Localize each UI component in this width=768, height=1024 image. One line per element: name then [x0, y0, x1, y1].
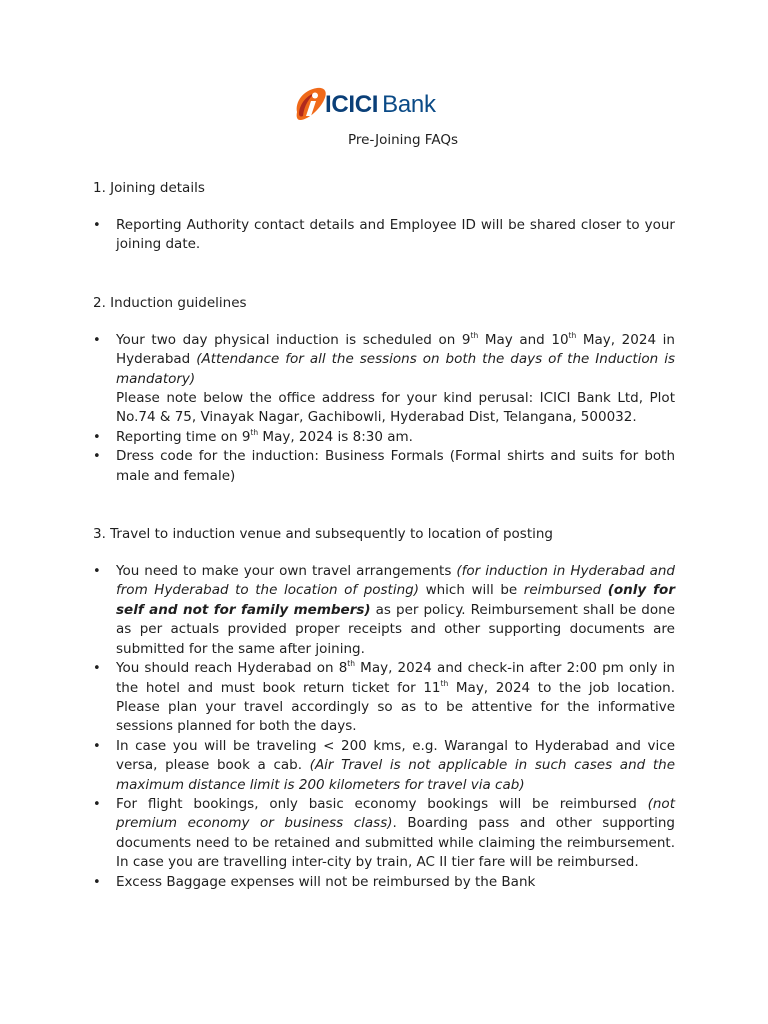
- list-item: • Your two day physical induction is scheduled on 9th May and 10th May, 2024 in Hyderabad (Attendance for all the sessions on both the days of the Induction is mandatory) Please note below the office address for your kind perusal: ICICI Bank Ltd, Plot No.74 & 75, Vinayak Nagar, Gachibowli, Hyderabad Dist, Telangana, 500032.: [93, 331, 675, 428]
- icici-bank-logo: [293, 86, 473, 124]
- list-item: • In case you will be traveling < 200 kms, e.g. Warangal to Hyderabad and vice versa, please book a cab. (Air Travel is not applicable in such cases and the maximum distance limit is 200 kilometers for travel via cab): [93, 737, 675, 795]
- office-address: Please note below the office address for your kind perusal: ICICI Bank Ltd, Plot No.74 & 75, Vinayak Nagar, Gachibowli, Hyderabad Dist, Telangana, 500032.: [116, 390, 675, 426]
- list-item: • You should reach Hyderabad on 8th May, 2024 and check-in after 2:00 pm only in the hotel and must book return ticket for 11th May, 2024 to the job location. Please plan your travel accordingly so as to be attentive for the informative sessions planned for both the days.: [93, 659, 675, 737]
- list-item: • Reporting time on 9th May, 2024 is 8:30 am.: [93, 428, 675, 447]
- list-item: • You need to make your own travel arrangements (for induction in Hyderabad and from Hyderabad to the location of posting) which will be reimbursed (only for self and not for family members) as per policy. Reimbursement shall be done as per actuals provided proper receipts and other supporting documents are submitted for the same after joining.: [93, 562, 675, 659]
- section-heading-travel: 3. Travel to induction venue and subsequently to location of posting: [93, 526, 553, 543]
- icici-i-logo-icon: [293, 86, 329, 124]
- list-item: • Excess Baggage expenses will not be reimbursed by the Bank: [93, 873, 675, 892]
- list-item: • Dress code for the induction: Business Formals (Formal shirts and suits for both male and female): [93, 447, 675, 486]
- list-item: • Reporting Authority contact details and Employee ID will be shared closer to your joining date.: [93, 216, 675, 255]
- logo-text-bank: Bank: [382, 91, 436, 118]
- page-title: Pre-Joining FAQs: [348, 132, 458, 148]
- bullet-list-joining-details: [93, 216, 675, 255]
- faq-content: [93, 178, 675, 892]
- section-heading-joining-details: 1. Joining details: [93, 180, 205, 196]
- logo-wordmark: [325, 93, 436, 117]
- bullet-list-travel: [93, 562, 675, 892]
- list-item: • For flight bookings, only basic economy bookings will be reimbursed (not premium economy or business class). Boarding pass and other supporting documents need to be retained and submitted while claiming the reimbursement. In case you are travelling inter-city by train, AC II tier fare will be reimbursed.: [93, 795, 675, 873]
- bullet-list-induction-guidelines: [93, 331, 675, 486]
- section-heading-induction-guidelines: 2. Induction guidelines: [93, 294, 247, 311]
- logo-text-icici: ICICI: [325, 91, 379, 118]
